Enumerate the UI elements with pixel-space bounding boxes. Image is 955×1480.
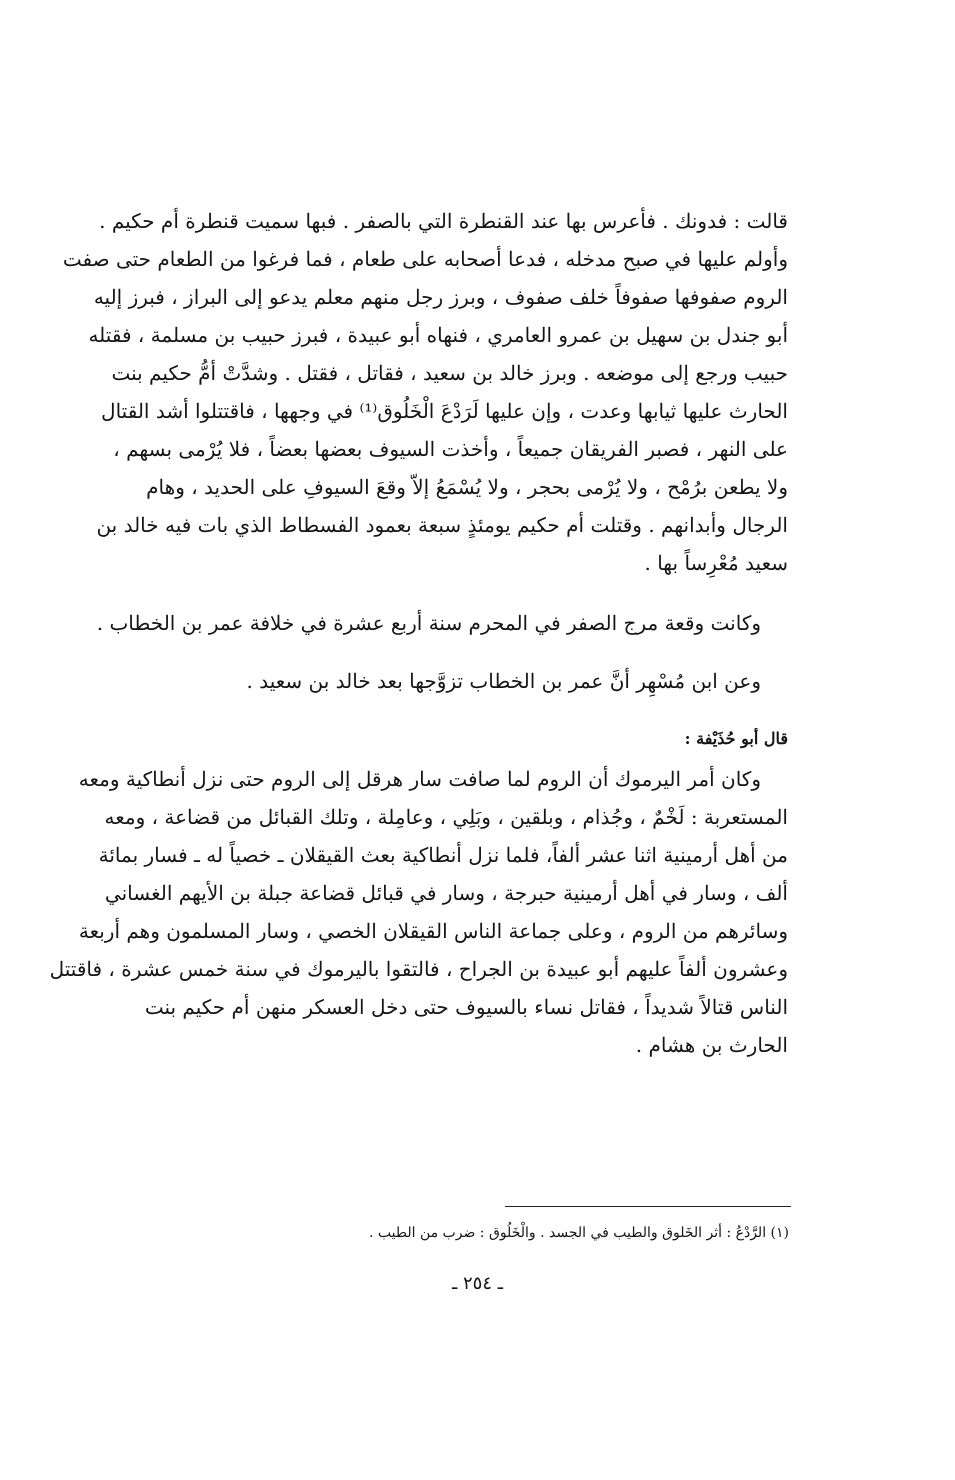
- text-line: الرجال وأبدانهم . وقتلت أم حكيم يومئذٍ سبعة بعمود الفسطاط الذي بات فيه خالد بن: [96, 513, 788, 537]
- paragraph-line: وكانت وقعة مرج الصفر في المحرم سنة أربع عشرة في خلافة عمر بن الخطاب .: [96, 611, 761, 635]
- text-line: الناس قتالاً شديداً ، فقاتل نساء بالسيوف حتى دخل العسكر منهن أم حكيم بنت: [144, 995, 788, 1019]
- text-line: وأولم عليها في صبح مدخله ، فدعا أصحابه على طعام ، فما فرغوا من الطعام حتى صفت: [62, 247, 788, 271]
- text-line: الحارث عليها ثيابها وعدت ، وإن عليها لَرَدْعَ الْخَلُوق⁽¹⁾ في وجهها ، فاقتتلوا أشد القتال: [101, 399, 788, 423]
- section-heading: قال أبو حُذَيْفة :: [684, 729, 788, 748]
- text-line: الروم صفوفها صفوفاً خلف صفوف ، وبرز رجل منهم معلم يدعو إلى البراز ، فبرز إليه: [93, 285, 788, 309]
- text-line: على النهر ، فصبر الفريقان جميعاً ، وأخذت السيوف بعضها بعضاً ، فلا يُرْمى بسهم ،: [113, 437, 788, 461]
- text-line: وكان أمر اليرموك أن الروم لما صافت سار هرقل إلى الروم حتى نزل أنطاكية ومعه: [78, 767, 761, 791]
- text-line: ولا يطعن برُمْح ، ولا يُرْمى بحجر ، ولا يُسْمَعُ إلاّ وقعَ السيوفِ على الحديد ، وهام: [146, 475, 788, 499]
- text-line: ألف ، وسار في أهل أرمينية حبرجة ، وسار في قبائل قضاعة جبلة بن الأيهم الغساني: [104, 881, 788, 905]
- text-line: سعيد مُعْرِساً بها .: [644, 551, 788, 575]
- text-line: من أهل أرمينية اثنا عشر ألفاً، فلما نزل أنطاكية بعث القيقلان ـ خصياً له ـ فسار بمائة: [98, 843, 788, 867]
- text-line: أبو جندل بن سهيل بن عمرو العامري ، فنهاه أبو عبيدة ، فبرز حبيب بن مسلمة ، فقتله: [88, 323, 788, 347]
- footnote: (١) الرَّدْعُ : أثر الخَلوق والطيب في الجسد . والْخَلُوق : ضرب من الطيب .: [368, 1225, 789, 1241]
- text-line: وعشرون ألفاً عليهم أبو عبيدة بن الجراح ، فالتقوا باليرموك في سنة خمس عشرة ، فاقتتل: [49, 957, 788, 981]
- paragraph-line: وعن ابن مُسْهِر أنَّ عمر بن الخطاب تزوَّجها بعد خالد بن سعيد .: [246, 669, 761, 693]
- footnote-separator: [505, 1206, 791, 1207]
- text-line: المستعربة : لَخْمٌ ، وجُذام ، وبلقين ، وبَلِي ، وعامِلة ، وتلك القبائل من قضاعة ، ومعه: [104, 805, 788, 829]
- text-line: حبيب ورجع إلى موضعه . وبرز خالد بن سعيد ، فقاتل ، فقتل . وشدَّتْ أمُّ حكيم بنت: [111, 361, 788, 385]
- text-line: قالت : فدونك . فأعرس بها عند القنطرة التي بالصفر . فبها سميت قنطرة أم حكيم .: [99, 209, 788, 233]
- text-line: وسائرهم من الروم ، وعلى جماعة الناس القيقلان الخصي ، وسار المسلمون وهم أربعة: [78, 919, 788, 943]
- page-number: ـ ٢٥٤ ـ: [451, 1273, 503, 1294]
- text-line: الحارث بن هشام .: [635, 1033, 788, 1057]
